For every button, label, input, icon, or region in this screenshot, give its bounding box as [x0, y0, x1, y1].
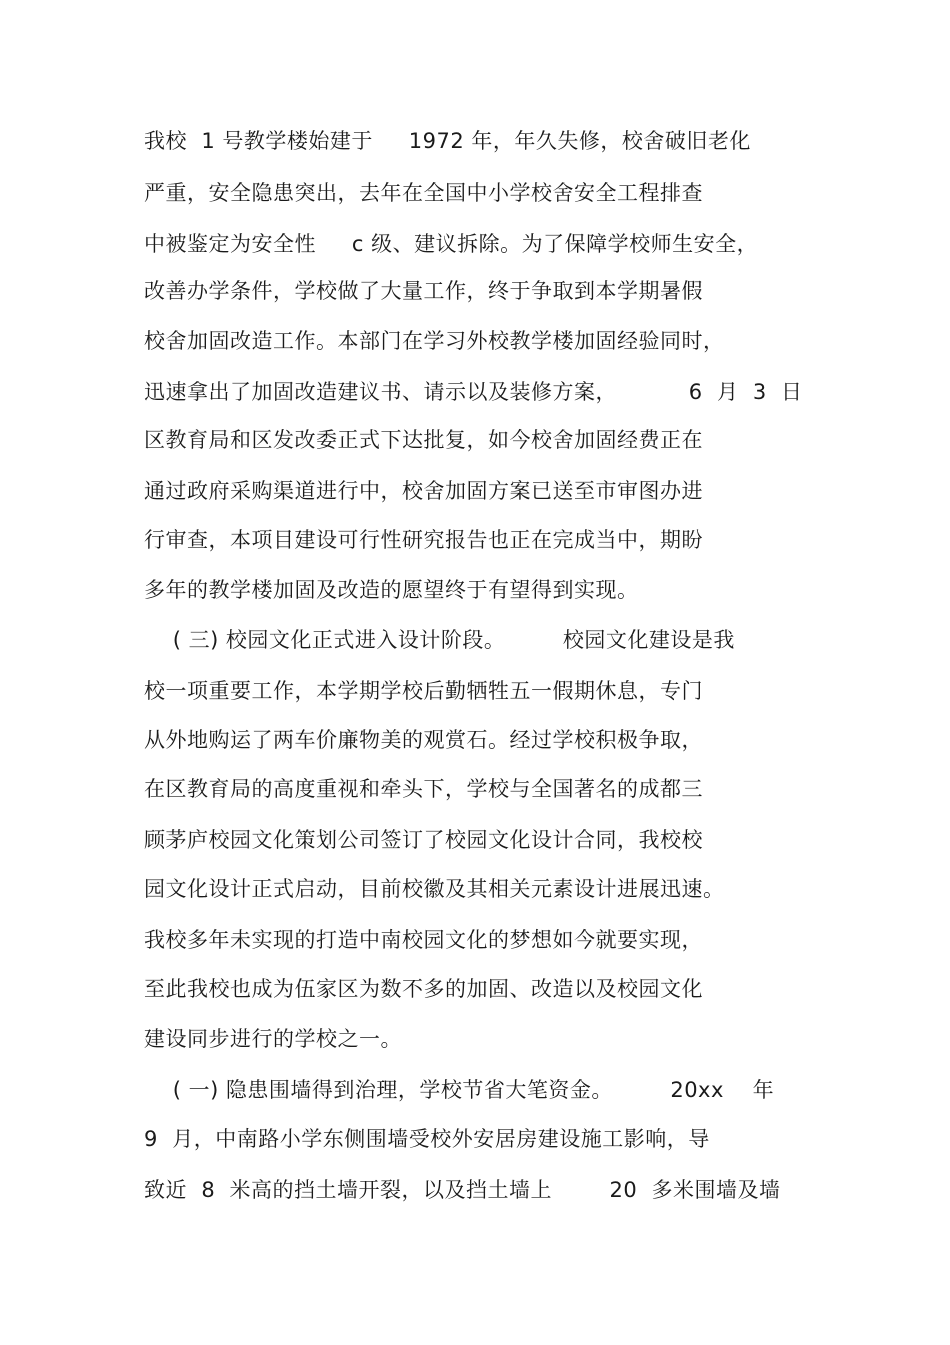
- text-line: 园文化设计正式启动，目前校徽及其相关元素设计进展迅速。: [144, 877, 725, 901]
- text-line: 致近 8 米高的挡土墙开裂，以及挡土墙上 20 多米围墙及墙: [144, 1178, 781, 1202]
- text-line: 至此我校也成为伍家区为数不多的加固、改造以及校园文化: [144, 977, 703, 1001]
- text-line: 改善办学条件，学校做了大量工作，终于争取到本学期暑假: [144, 279, 703, 303]
- text-line: 9 月，中南路小学东侧围墙受校外安居房建设施工影响，导: [144, 1127, 710, 1151]
- text-line: 中被鉴定为安全性 c 级、建议拆除。为了保障学校师生安全，: [144, 232, 759, 256]
- section-heading-line: ( 一) 隐患围墙得到治理，学校节省大笔资金。 20xx 年: [144, 1078, 775, 1102]
- text-line: 顾茅庐校园文化策划公司签订了校园文化设计合同，我校校: [144, 828, 703, 852]
- text-line: 迅速拿出了加固改造建议书、请示以及装修方案， 6 月 3 日: [144, 380, 803, 404]
- text-line: 区教育局和区发改委正式下达批复，如今校舍加固经费正在: [144, 428, 703, 452]
- text-line: 多年的教学楼加固及改造的愿望终于有望得到实现。: [144, 578, 639, 602]
- text-line: 我校多年未实现的打造中南校园文化的梦想如今就要实现，: [144, 928, 703, 952]
- text-line: 在区教育局的高度重视和牵头下，学校与全国著名的成都三: [144, 777, 703, 801]
- text-line: 从外地购运了两车价廉物美的观赏石。经过学校积极争取，: [144, 728, 703, 752]
- text-line: 校一项重要工作，本学期学校后勤牺牲五一假期休息，专门: [144, 679, 703, 703]
- text-line: 严重，安全隐患突出，去年在全国中小学校舍安全工程排查: [144, 181, 703, 205]
- text-line: 行审查，本项目建设可行性研究报告也正在完成当中，期盼: [144, 528, 703, 552]
- text-line: 校舍加固改造工作。本部门在学习外校教学楼加固经验同时，: [144, 329, 725, 353]
- text-line: 建设同步进行的学校之一。: [144, 1027, 402, 1051]
- text-line: 通过政府采购渠道进行中，校舍加固方案已送至市审图办进: [144, 479, 703, 503]
- section-heading-line: ( 三) 校园文化正式进入设计阶段。 校园文化建设是我: [144, 628, 735, 652]
- text-line: 我校 1 号教学楼始建于 1972 年，年久失修，校舍破旧老化: [144, 129, 751, 153]
